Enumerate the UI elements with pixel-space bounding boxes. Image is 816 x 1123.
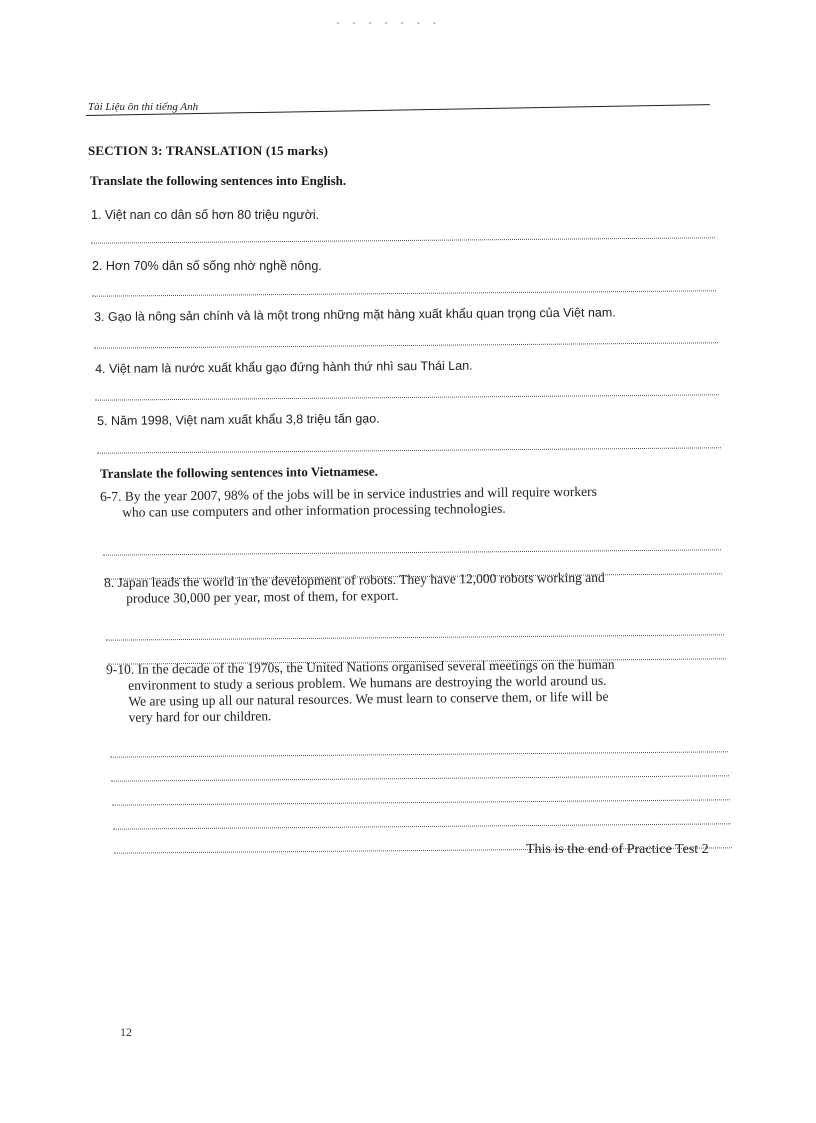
header-title: Tài Liệu ôn thi tiếng Anh (88, 101, 199, 113)
answer-line-4[interactable] (95, 394, 719, 400)
answer-line-10[interactable] (110, 751, 728, 757)
answer-line-6[interactable] (103, 549, 721, 555)
sentence-1: 1. Việt nan co dân số hơn 80 triệu người. (91, 208, 320, 222)
answer-line-13[interactable] (113, 823, 731, 829)
answer-line-5[interactable] (97, 447, 721, 453)
answer-line-12[interactable] (112, 799, 730, 805)
sentence-8 (104, 570, 605, 607)
sentence-9-10-line-2: environment to study a serious problem. We humans are destroying the world around us. (128, 672, 607, 693)
section-title: SECTION 3: TRANSLATION (15 marks) (88, 143, 329, 158)
sentence-2: 2. Hơn 70% dân số sống nhờ nghề nông. (92, 259, 322, 273)
sentence-5: 5. Năm 1998, Việt nam xuất khẩu 3,8 triệu tấn gạo. (97, 411, 380, 428)
page-number: 12 (120, 1025, 132, 1039)
answer-line-3[interactable] (94, 342, 718, 348)
sentence-4: 4. Việt nam là nước xuất khẩu gạo đứng hành thứ nhì sau Thái Lan. (95, 358, 473, 376)
sentence-6-7-line-1: 6-7. By the year 2007, 98% of the jobs will be in service industries and will require workers (100, 483, 597, 504)
sentence-9-10-line-4: very hard for our children. (128, 708, 272, 725)
sentence-9-10-line-3: We are using up all our natural resources. We must learn to conserve them, or life will be (128, 688, 609, 709)
sentence-8-line-2: produce 30,000 per year, most of them, for export. (126, 587, 399, 606)
instruction-vietnamese: Translate the following sentences into Vietnamese. (100, 463, 378, 481)
sentence-3: 3. Gạo là nông sản chính và là một trong những mặt hàng xuất khẩu quan trọng của Việt nam. (94, 305, 616, 324)
sentence-8-line-1: 8. Japan leads the world in the development of robots. They have 12,000 robots working and (104, 569, 605, 590)
sentence-6-7 (100, 484, 597, 521)
answer-line-1[interactable] (91, 237, 715, 243)
sentence-6-7-line-2: who can use computers and other information processing technologies. (122, 500, 506, 520)
answer-line-11[interactable] (111, 775, 729, 781)
instruction-english: Translate the following sentences into English. (90, 173, 347, 188)
sentence-9-10-line-1: 9-10. In the decade of the 1970s, the United Nations organised several meetings on the human (106, 656, 615, 677)
answer-line-2[interactable] (92, 290, 716, 296)
scan-artifact: - - - - - - - (335, 18, 440, 29)
sentence-9-10 (106, 657, 615, 726)
end-note: This is the end of Practice Test 2 (526, 842, 709, 857)
answer-line-8[interactable] (106, 634, 724, 640)
